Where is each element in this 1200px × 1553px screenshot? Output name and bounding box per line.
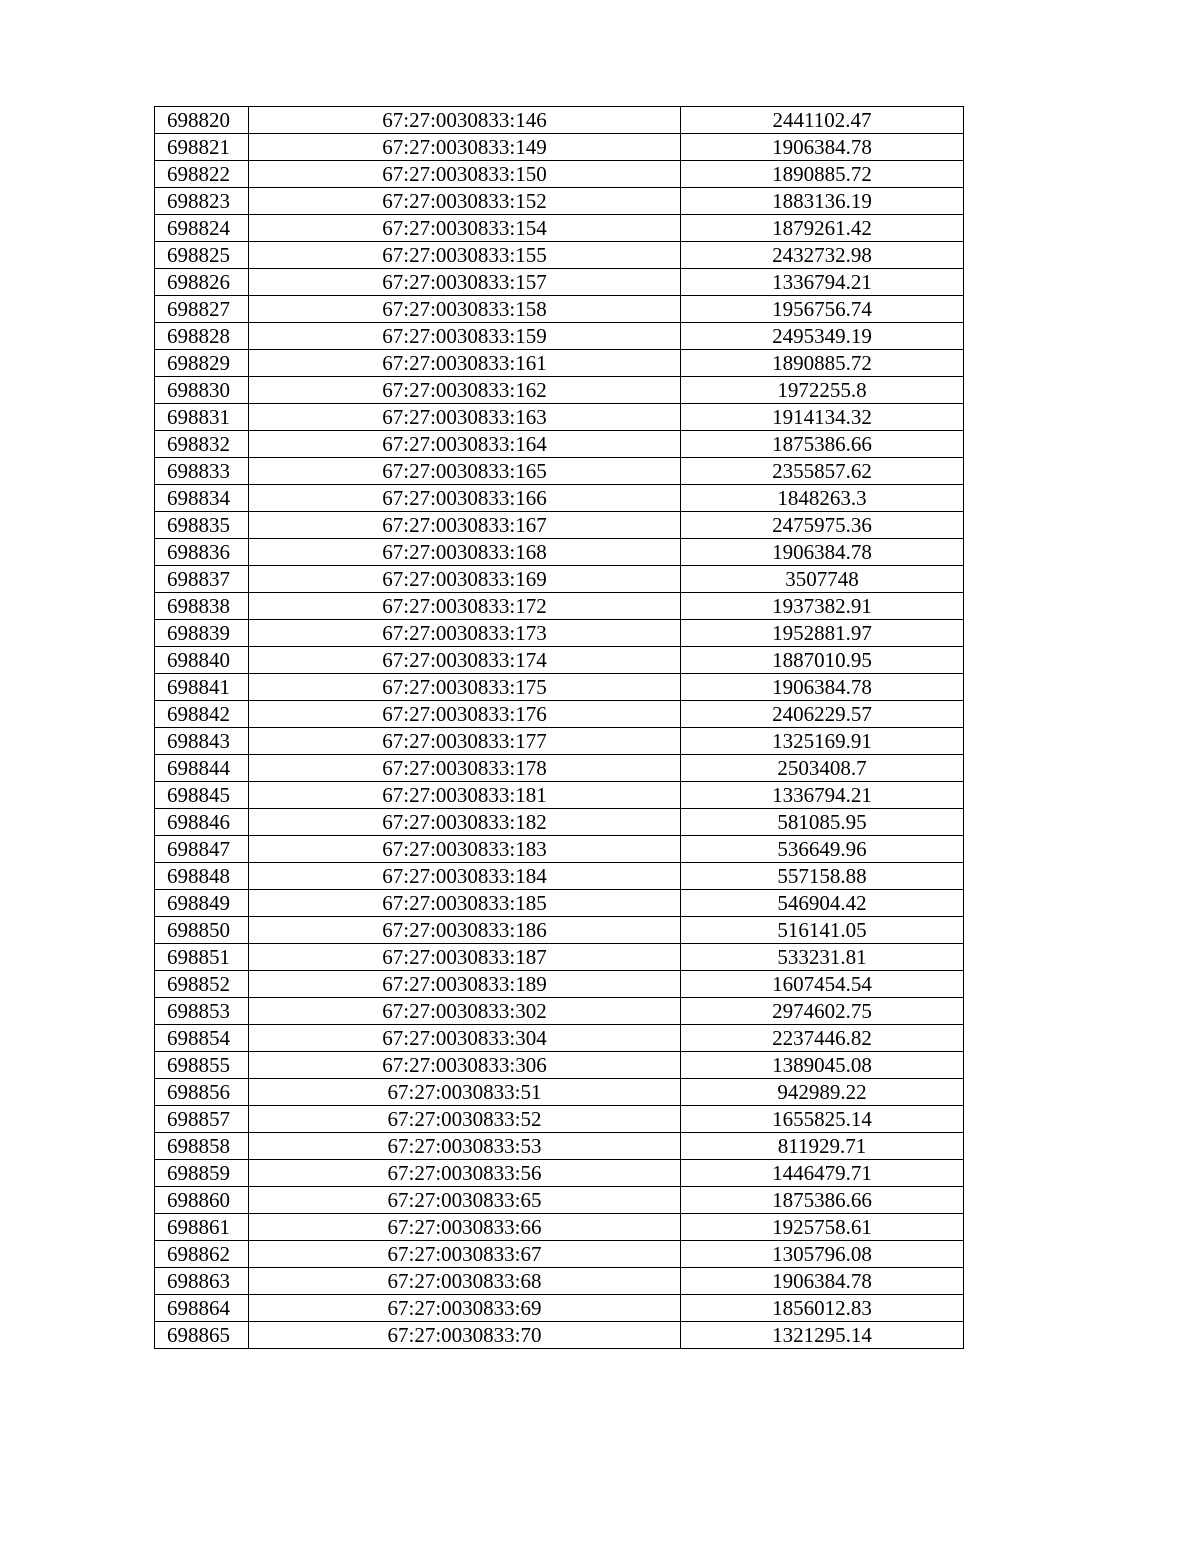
row-number-cell: 698838 [155, 593, 249, 620]
table-row [155, 1295, 964, 1322]
table-row [155, 161, 964, 188]
row-number-cell: 698849 [155, 890, 249, 917]
value-cell: 516141.05 [681, 917, 964, 944]
row-number-cell: 698840 [155, 647, 249, 674]
table-row [155, 242, 964, 269]
row-number-cell: 698858 [155, 1133, 249, 1160]
cadastral-value-table [154, 106, 964, 1349]
value-cell: 1937382.91 [681, 593, 964, 620]
cadastral-number-cell: 67:27:0030833:154 [249, 215, 681, 242]
value-cell: 1906384.78 [681, 1268, 964, 1295]
value-cell: 2495349.19 [681, 323, 964, 350]
cadastral-number-cell: 67:27:0030833:181 [249, 782, 681, 809]
value-cell: 1956756.74 [681, 296, 964, 323]
value-cell: 1906384.78 [681, 539, 964, 566]
cadastral-number-cell: 67:27:0030833:189 [249, 971, 681, 998]
value-cell: 811929.71 [681, 1133, 964, 1160]
row-number-cell: 698851 [155, 944, 249, 971]
cadastral-number-cell: 67:27:0030833:65 [249, 1187, 681, 1214]
cadastral-number-cell: 67:27:0030833:183 [249, 836, 681, 863]
table-row [155, 107, 964, 134]
value-cell: 1848263.3 [681, 485, 964, 512]
cadastral-number-cell: 67:27:0030833:172 [249, 593, 681, 620]
table-row [155, 701, 964, 728]
table-row [155, 1025, 964, 1052]
table-row [155, 620, 964, 647]
row-number-cell: 698833 [155, 458, 249, 485]
row-number-cell: 698855 [155, 1052, 249, 1079]
row-number-cell: 698862 [155, 1241, 249, 1268]
row-number-cell: 698843 [155, 728, 249, 755]
cadastral-number-cell: 67:27:0030833:69 [249, 1295, 681, 1322]
cadastral-number-cell: 67:27:0030833:159 [249, 323, 681, 350]
row-number-cell: 698827 [155, 296, 249, 323]
cadastral-number-cell: 67:27:0030833:186 [249, 917, 681, 944]
value-cell: 1389045.08 [681, 1052, 964, 1079]
table-row [155, 566, 964, 593]
row-number-cell: 698850 [155, 917, 249, 944]
row-number-cell: 698828 [155, 323, 249, 350]
cadastral-number-cell: 67:27:0030833:174 [249, 647, 681, 674]
value-cell: 2441102.47 [681, 107, 964, 134]
table-row [155, 350, 964, 377]
row-number-cell: 698829 [155, 350, 249, 377]
cadastral-number-cell: 67:27:0030833:165 [249, 458, 681, 485]
cadastral-number-cell: 67:27:0030833:68 [249, 1268, 681, 1295]
cadastral-number-cell: 67:27:0030833:175 [249, 674, 681, 701]
cadastral-number-cell: 67:27:0030833:162 [249, 377, 681, 404]
table-row [155, 971, 964, 998]
table-row [155, 134, 964, 161]
cadastral-number-cell: 67:27:0030833:67 [249, 1241, 681, 1268]
cadastral-number-cell: 67:27:0030833:157 [249, 269, 681, 296]
table-row [155, 647, 964, 674]
cadastral-number-cell: 67:27:0030833:163 [249, 404, 681, 431]
value-cell: 1890885.72 [681, 350, 964, 377]
cadastral-number-cell: 67:27:0030833:51 [249, 1079, 681, 1106]
value-cell: 1925758.61 [681, 1214, 964, 1241]
table-row [155, 539, 964, 566]
row-number-cell: 698837 [155, 566, 249, 593]
table-row [155, 1079, 964, 1106]
cadastral-number-cell: 67:27:0030833:187 [249, 944, 681, 971]
row-number-cell: 698823 [155, 188, 249, 215]
cadastral-number-cell: 67:27:0030833:161 [249, 350, 681, 377]
value-cell: 1655825.14 [681, 1106, 964, 1133]
value-cell: 1887010.95 [681, 647, 964, 674]
row-number-cell: 698853 [155, 998, 249, 1025]
table-row [155, 269, 964, 296]
value-cell: 942989.22 [681, 1079, 964, 1106]
row-number-cell: 698864 [155, 1295, 249, 1322]
value-cell: 2406229.57 [681, 701, 964, 728]
row-number-cell: 698844 [155, 755, 249, 782]
value-cell: 1856012.83 [681, 1295, 964, 1322]
cadastral-number-cell: 67:27:0030833:168 [249, 539, 681, 566]
value-cell: 1321295.14 [681, 1322, 964, 1349]
table-body [155, 107, 964, 1349]
table-row [155, 1214, 964, 1241]
value-cell: 1906384.78 [681, 674, 964, 701]
row-number-cell: 698846 [155, 809, 249, 836]
cadastral-number-cell: 67:27:0030833:173 [249, 620, 681, 647]
row-number-cell: 698821 [155, 134, 249, 161]
row-number-cell: 698845 [155, 782, 249, 809]
cadastral-number-cell: 67:27:0030833:177 [249, 728, 681, 755]
row-number-cell: 698820 [155, 107, 249, 134]
table-row [155, 728, 964, 755]
row-number-cell: 698859 [155, 1160, 249, 1187]
row-number-cell: 698839 [155, 620, 249, 647]
value-cell: 1446479.71 [681, 1160, 964, 1187]
document-table-container [154, 106, 964, 1349]
value-cell: 1906384.78 [681, 134, 964, 161]
table-row [155, 1106, 964, 1133]
cadastral-number-cell: 67:27:0030833:146 [249, 107, 681, 134]
value-cell: 1972255.8 [681, 377, 964, 404]
cadastral-number-cell: 67:27:0030833:306 [249, 1052, 681, 1079]
table-row [155, 998, 964, 1025]
value-cell: 1336794.21 [681, 269, 964, 296]
cadastral-number-cell: 67:27:0030833:182 [249, 809, 681, 836]
value-cell: 1879261.42 [681, 215, 964, 242]
value-cell: 1883136.19 [681, 188, 964, 215]
row-number-cell: 698865 [155, 1322, 249, 1349]
cadastral-number-cell: 67:27:0030833:184 [249, 863, 681, 890]
cadastral-number-cell: 67:27:0030833:150 [249, 161, 681, 188]
value-cell: 2475975.36 [681, 512, 964, 539]
cadastral-number-cell: 67:27:0030833:52 [249, 1106, 681, 1133]
value-cell: 1914134.32 [681, 404, 964, 431]
table-row [155, 1322, 964, 1349]
value-cell: 1952881.97 [681, 620, 964, 647]
table-row [155, 674, 964, 701]
cadastral-number-cell: 67:27:0030833:70 [249, 1322, 681, 1349]
row-number-cell: 698825 [155, 242, 249, 269]
value-cell: 1336794.21 [681, 782, 964, 809]
row-number-cell: 698847 [155, 836, 249, 863]
table-row [155, 944, 964, 971]
cadastral-number-cell: 67:27:0030833:302 [249, 998, 681, 1025]
cadastral-number-cell: 67:27:0030833:158 [249, 296, 681, 323]
cadastral-number-cell: 67:27:0030833:53 [249, 1133, 681, 1160]
table-row [155, 323, 964, 350]
value-cell: 581085.95 [681, 809, 964, 836]
table-row [155, 431, 964, 458]
row-number-cell: 698841 [155, 674, 249, 701]
value-cell: 2503408.7 [681, 755, 964, 782]
table-row [155, 863, 964, 890]
row-number-cell: 698861 [155, 1214, 249, 1241]
cadastral-number-cell: 67:27:0030833:169 [249, 566, 681, 593]
table-row [155, 1052, 964, 1079]
table-row [155, 188, 964, 215]
row-number-cell: 698835 [155, 512, 249, 539]
table-row [155, 755, 964, 782]
cadastral-number-cell: 67:27:0030833:66 [249, 1214, 681, 1241]
cadastral-number-cell: 67:27:0030833:176 [249, 701, 681, 728]
table-row [155, 1241, 964, 1268]
table-row [155, 485, 964, 512]
table-row [155, 1133, 964, 1160]
table-row [155, 215, 964, 242]
value-cell: 2432732.98 [681, 242, 964, 269]
row-number-cell: 698848 [155, 863, 249, 890]
row-number-cell: 698852 [155, 971, 249, 998]
value-cell: 1325169.91 [681, 728, 964, 755]
row-number-cell: 698863 [155, 1268, 249, 1295]
row-number-cell: 698836 [155, 539, 249, 566]
value-cell: 1875386.66 [681, 1187, 964, 1214]
cadastral-number-cell: 67:27:0030833:149 [249, 134, 681, 161]
cadastral-number-cell: 67:27:0030833:304 [249, 1025, 681, 1052]
value-cell: 536649.96 [681, 836, 964, 863]
table-row [155, 593, 964, 620]
value-cell: 1890885.72 [681, 161, 964, 188]
cadastral-number-cell: 67:27:0030833:56 [249, 1160, 681, 1187]
row-number-cell: 698826 [155, 269, 249, 296]
row-number-cell: 698842 [155, 701, 249, 728]
table-row [155, 458, 964, 485]
value-cell: 3507748 [681, 566, 964, 593]
table-row [155, 1160, 964, 1187]
table-row [155, 782, 964, 809]
cadastral-number-cell: 67:27:0030833:167 [249, 512, 681, 539]
row-number-cell: 698831 [155, 404, 249, 431]
row-number-cell: 698830 [155, 377, 249, 404]
value-cell: 533231.81 [681, 944, 964, 971]
table-row [155, 512, 964, 539]
table-row [155, 404, 964, 431]
row-number-cell: 698854 [155, 1025, 249, 1052]
row-number-cell: 698824 [155, 215, 249, 242]
table-row [155, 836, 964, 863]
table-row [155, 809, 964, 836]
row-number-cell: 698832 [155, 431, 249, 458]
cadastral-number-cell: 67:27:0030833:164 [249, 431, 681, 458]
value-cell: 2355857.62 [681, 458, 964, 485]
table-row [155, 377, 964, 404]
table-row [155, 890, 964, 917]
cadastral-number-cell: 67:27:0030833:155 [249, 242, 681, 269]
value-cell: 1305796.08 [681, 1241, 964, 1268]
value-cell: 1875386.66 [681, 431, 964, 458]
row-number-cell: 698834 [155, 485, 249, 512]
value-cell: 2237446.82 [681, 1025, 964, 1052]
cadastral-number-cell: 67:27:0030833:185 [249, 890, 681, 917]
value-cell: 1607454.54 [681, 971, 964, 998]
row-number-cell: 698857 [155, 1106, 249, 1133]
row-number-cell: 698860 [155, 1187, 249, 1214]
value-cell: 557158.88 [681, 863, 964, 890]
table-row [155, 1187, 964, 1214]
row-number-cell: 698856 [155, 1079, 249, 1106]
table-row [155, 296, 964, 323]
value-cell: 2974602.75 [681, 998, 964, 1025]
row-number-cell: 698822 [155, 161, 249, 188]
cadastral-number-cell: 67:27:0030833:166 [249, 485, 681, 512]
table-row [155, 1268, 964, 1295]
cadastral-number-cell: 67:27:0030833:152 [249, 188, 681, 215]
value-cell: 546904.42 [681, 890, 964, 917]
table-row [155, 917, 964, 944]
cadastral-number-cell: 67:27:0030833:178 [249, 755, 681, 782]
